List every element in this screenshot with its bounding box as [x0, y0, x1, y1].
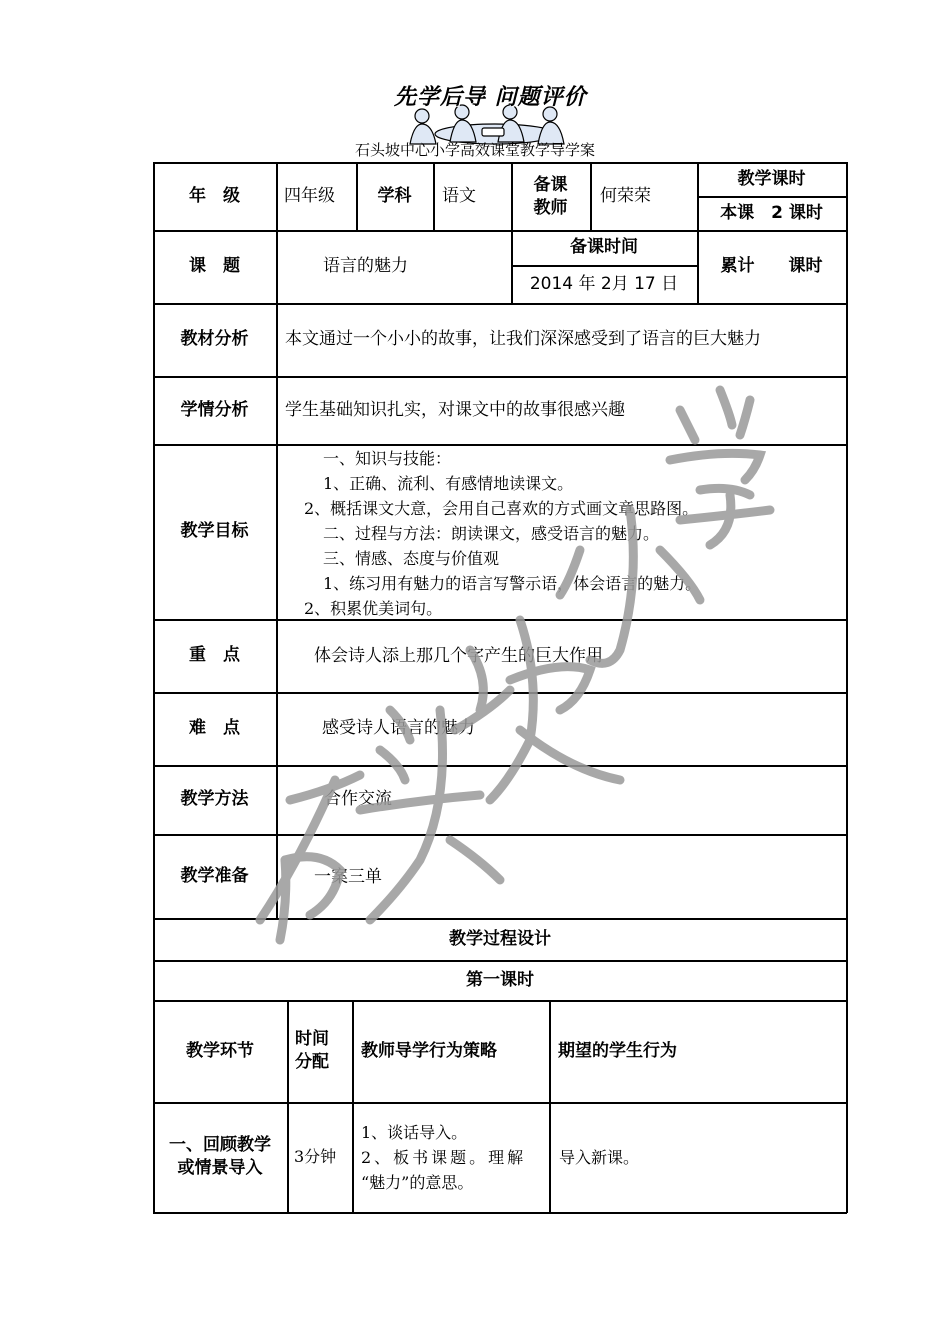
- goal-line: 1、正确、流利、有感情地读课文。: [323, 474, 574, 493]
- row1-teacher-line: 2、板书课题。理解: [361, 1147, 527, 1167]
- goal-line: 2、积累优美词句。: [304, 599, 443, 618]
- row1-stage: [153, 1102, 287, 1212]
- hours-label: 教学课时: [737, 168, 806, 189]
- header-time: [295, 1000, 352, 1102]
- teacher-label-line-2: 教师: [533, 197, 568, 218]
- banner-title: 先学后导 问题评价: [394, 85, 587, 110]
- hours-value: 本课 2 课时: [720, 202, 823, 223]
- material-label: 教材分析: [180, 329, 249, 350]
- goal-line: 二、过程与方法：朗读课文，感受语言的魅力。: [323, 524, 660, 543]
- goal-line: 一、知识与技能：: [323, 449, 452, 468]
- grade-value: 四年级: [284, 186, 335, 207]
- school-name: 石头坡中心小学高效课堂教学导学案: [354, 141, 595, 159]
- student-label: 学情分析: [180, 399, 249, 420]
- session-title: 第一课时: [466, 969, 534, 990]
- material-value: 本文通过一个小小的故事，让我们深深感受到了语言的巨大魅力: [285, 329, 761, 350]
- goal-line: 三、情感、态度与价值观: [323, 549, 500, 568]
- row1-teacher-line: 1、谈话导入。: [361, 1122, 468, 1142]
- grade-label: 年 级: [189, 186, 240, 207]
- key-point-label: 重 点: [189, 645, 240, 666]
- goals-list: [276, 446, 846, 621]
- row1-teacher-line: “魅力”的意思。: [361, 1172, 474, 1192]
- subject-label: 学科: [377, 186, 412, 207]
- process-title: 教学过程设计: [449, 928, 551, 949]
- subject-value: 语文: [442, 186, 476, 207]
- header-time-line-1: 时间: [295, 1029, 329, 1050]
- difficulty-label: 难 点: [189, 718, 240, 739]
- goals-label: 教学目标: [180, 521, 249, 542]
- cumulative-label: 累计 课时: [720, 256, 823, 277]
- prep-value: 一案三单: [314, 867, 382, 887]
- key-point-value: 体会诗人添上那几个字产生的巨大作用: [314, 646, 603, 666]
- row1-student-behavior: 导入新课。: [559, 1148, 640, 1167]
- header-stage: 教学环节: [186, 1040, 254, 1061]
- row1-stage-line-1: 一、回顾教学: [169, 1135, 271, 1156]
- goal-line: 1、练习用有魅力的语言写警示语，体会语言的魅力。: [323, 574, 702, 593]
- teacher-label: [511, 162, 590, 231]
- goal-line: 2、概括课文大意，会用自己喜欢的方式画文章思路图。: [304, 499, 699, 518]
- prep-time-label: 备课时间: [570, 237, 638, 258]
- header-banner: [380, 78, 600, 146]
- method-value: 合作交流: [324, 789, 392, 810]
- difficulty-value: 感受诗人语言的魅力: [322, 718, 475, 739]
- row1-teacher-strategy: [361, 1102, 543, 1212]
- topic-value: 语言的魅力: [323, 256, 408, 277]
- student-value: 学生基础知识扎实，对课文中的故事很感兴趣: [285, 399, 625, 420]
- prep-time-value: 2014 年 2月 17 日: [529, 273, 679, 294]
- header-time-line-2: 分配: [295, 1052, 329, 1072]
- prep-label: 教学准备: [180, 865, 249, 886]
- header-teacher-strategy: 教师导学行为策略: [361, 1040, 497, 1061]
- row1-stage-line-2: 或情景导入: [177, 1158, 263, 1178]
- teacher-value: 何荣荣: [600, 186, 651, 207]
- row1-time: 3分钟: [294, 1147, 337, 1167]
- topic-label: 课 题: [189, 256, 240, 277]
- teacher-label-line-1: 备课: [533, 174, 568, 195]
- method-label: 教学方法: [180, 789, 249, 810]
- header-student-behavior: 期望的学生行为: [558, 1040, 677, 1061]
